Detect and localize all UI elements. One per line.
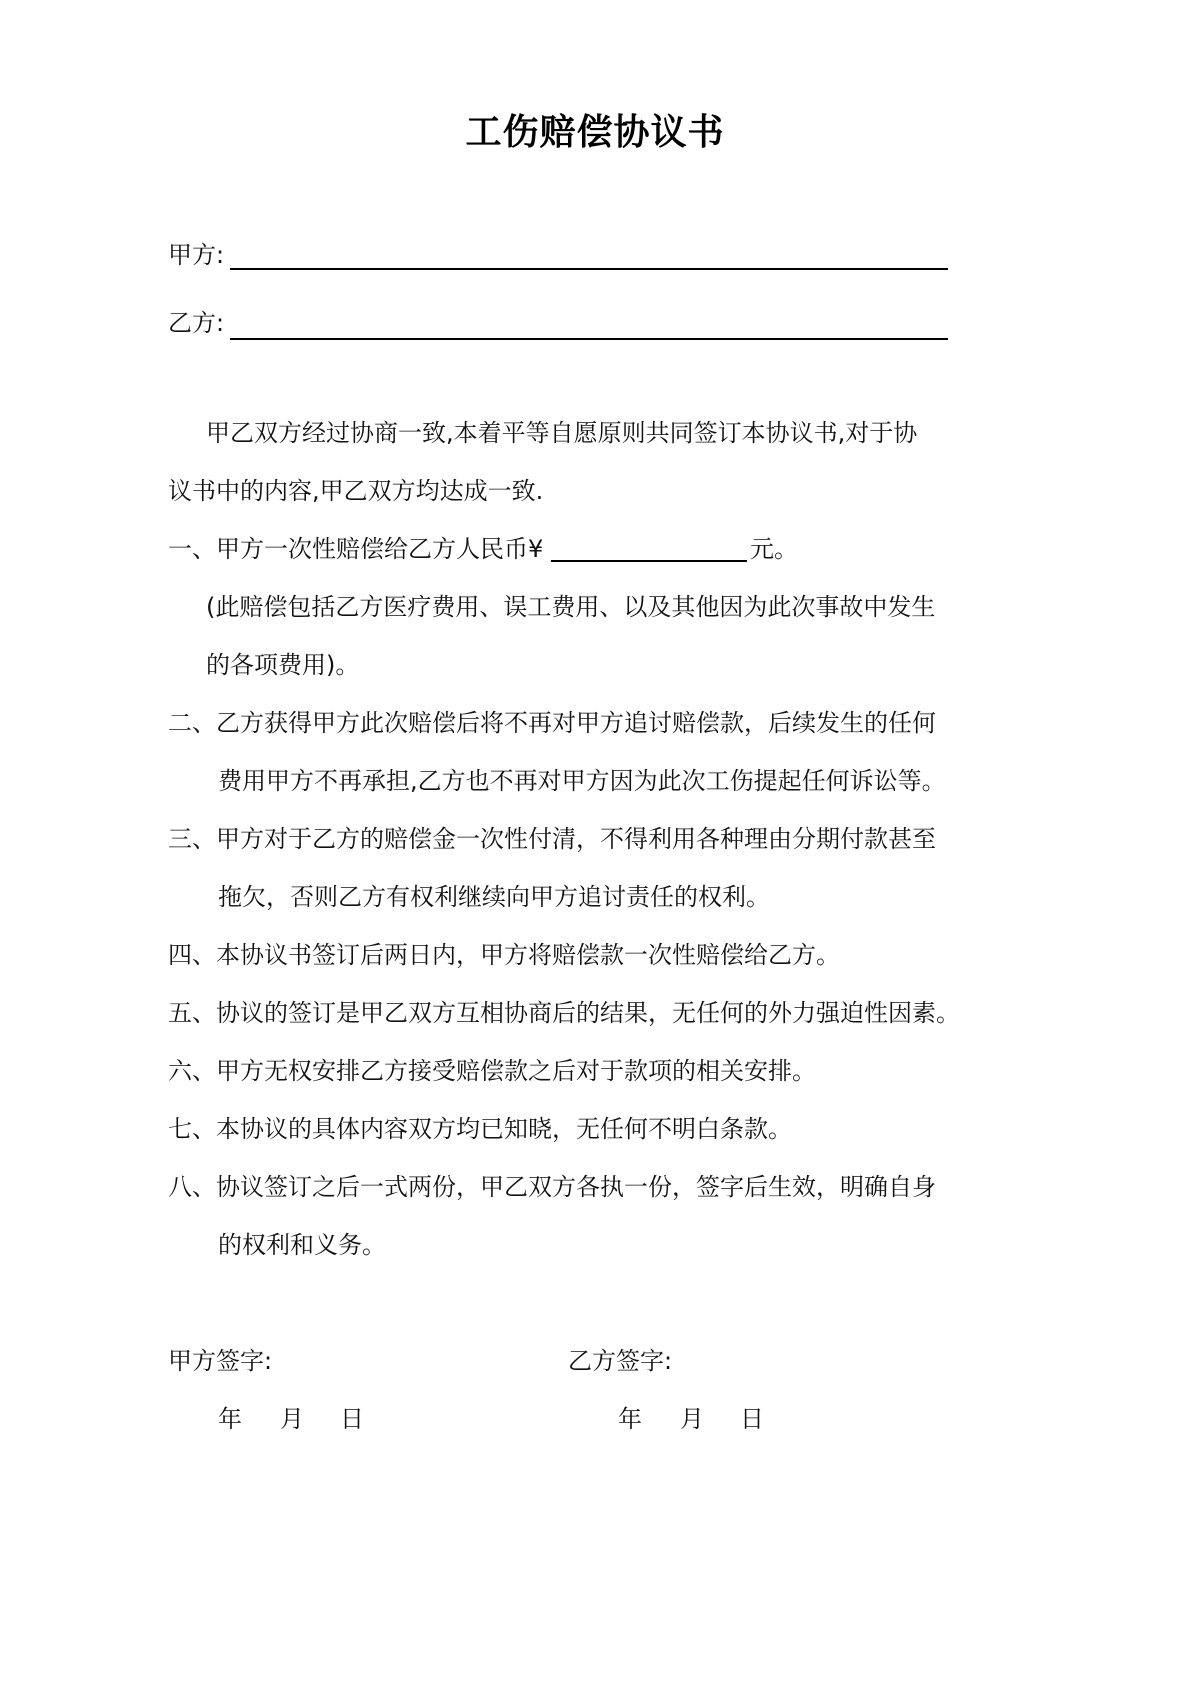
clause-8-line-1: 八、协议签订之后一式两份，甲乙双方各执一份，签字后生效，明确自身: [168, 1173, 936, 1201]
document-title: 工伤赔偿协议书: [465, 112, 725, 153]
clause-1-prefix: 一、甲方一次性赔偿给乙方人民币¥: [168, 535, 544, 563]
intro-line-1: 甲乙双方经过协商一致,本着平等自愿原则共同签订本协议书,对于协: [206, 419, 918, 447]
clause-6: 六、甲方无权安排乙方接受赔偿款之后对于款项的相关安排。: [168, 1057, 816, 1085]
party-b-signature-label: 乙方签字:: [568, 1347, 673, 1375]
party-b-blank-line[interactable]: [230, 338, 948, 340]
party-a-year-label: 年: [218, 1405, 242, 1433]
party-b-year-label: 年: [618, 1405, 642, 1433]
clause-1-note-line-2: 的各项费用)。: [206, 651, 360, 679]
party-a-signature-label: 甲方签字:: [168, 1347, 273, 1375]
clause-2-line-2: 费用甲方不再承担,乙方也不再对甲方因为此次工伤提起任何诉讼等。: [218, 767, 946, 795]
clause-2-line-1: 二、乙方获得甲方此次赔偿后将不再对甲方追讨赔偿款，后续发生的任何: [168, 709, 936, 737]
clause-8-line-2: 的权利和义务。: [218, 1231, 386, 1259]
party-a-label: 甲方:: [168, 241, 225, 269]
intro-line-2: 议书中的内容,甲乙双方均达成一致.: [168, 477, 544, 505]
clause-1-suffix: 元。: [750, 535, 798, 563]
clause-1-note-line-1: (此赔偿包括乙方医疗费用、误工费用、以及其他因为此次事故中发生: [206, 593, 936, 621]
party-a-blank-line[interactable]: [230, 268, 948, 270]
party-b-label: 乙方:: [168, 309, 225, 337]
clause-7: 七、本协议的具体内容双方均已知晓，无任何不明白条款。: [168, 1115, 792, 1143]
clause-3-line-1: 三、甲方对于乙方的赔偿金一次性付清，不得利用各种理由分期付款甚至: [168, 825, 936, 853]
clause-4: 四、本协议书签订后两日内，甲方将赔偿款一次性赔偿给乙方。: [168, 941, 840, 969]
party-a-month-label: 月: [280, 1405, 304, 1433]
party-b-day-label: 日: [740, 1405, 764, 1433]
party-a-day-label: 日: [340, 1405, 364, 1433]
party-b-month-label: 月: [680, 1405, 704, 1433]
amount-blank-line[interactable]: [551, 560, 747, 562]
clause-5: 五、协议的签订是甲乙双方互相协商后的结果，无任何的外力强迫性因素。: [168, 999, 960, 1027]
clause-3-line-2: 拖欠，否则乙方有权利继续向甲方追讨责任的权利。: [218, 883, 770, 911]
